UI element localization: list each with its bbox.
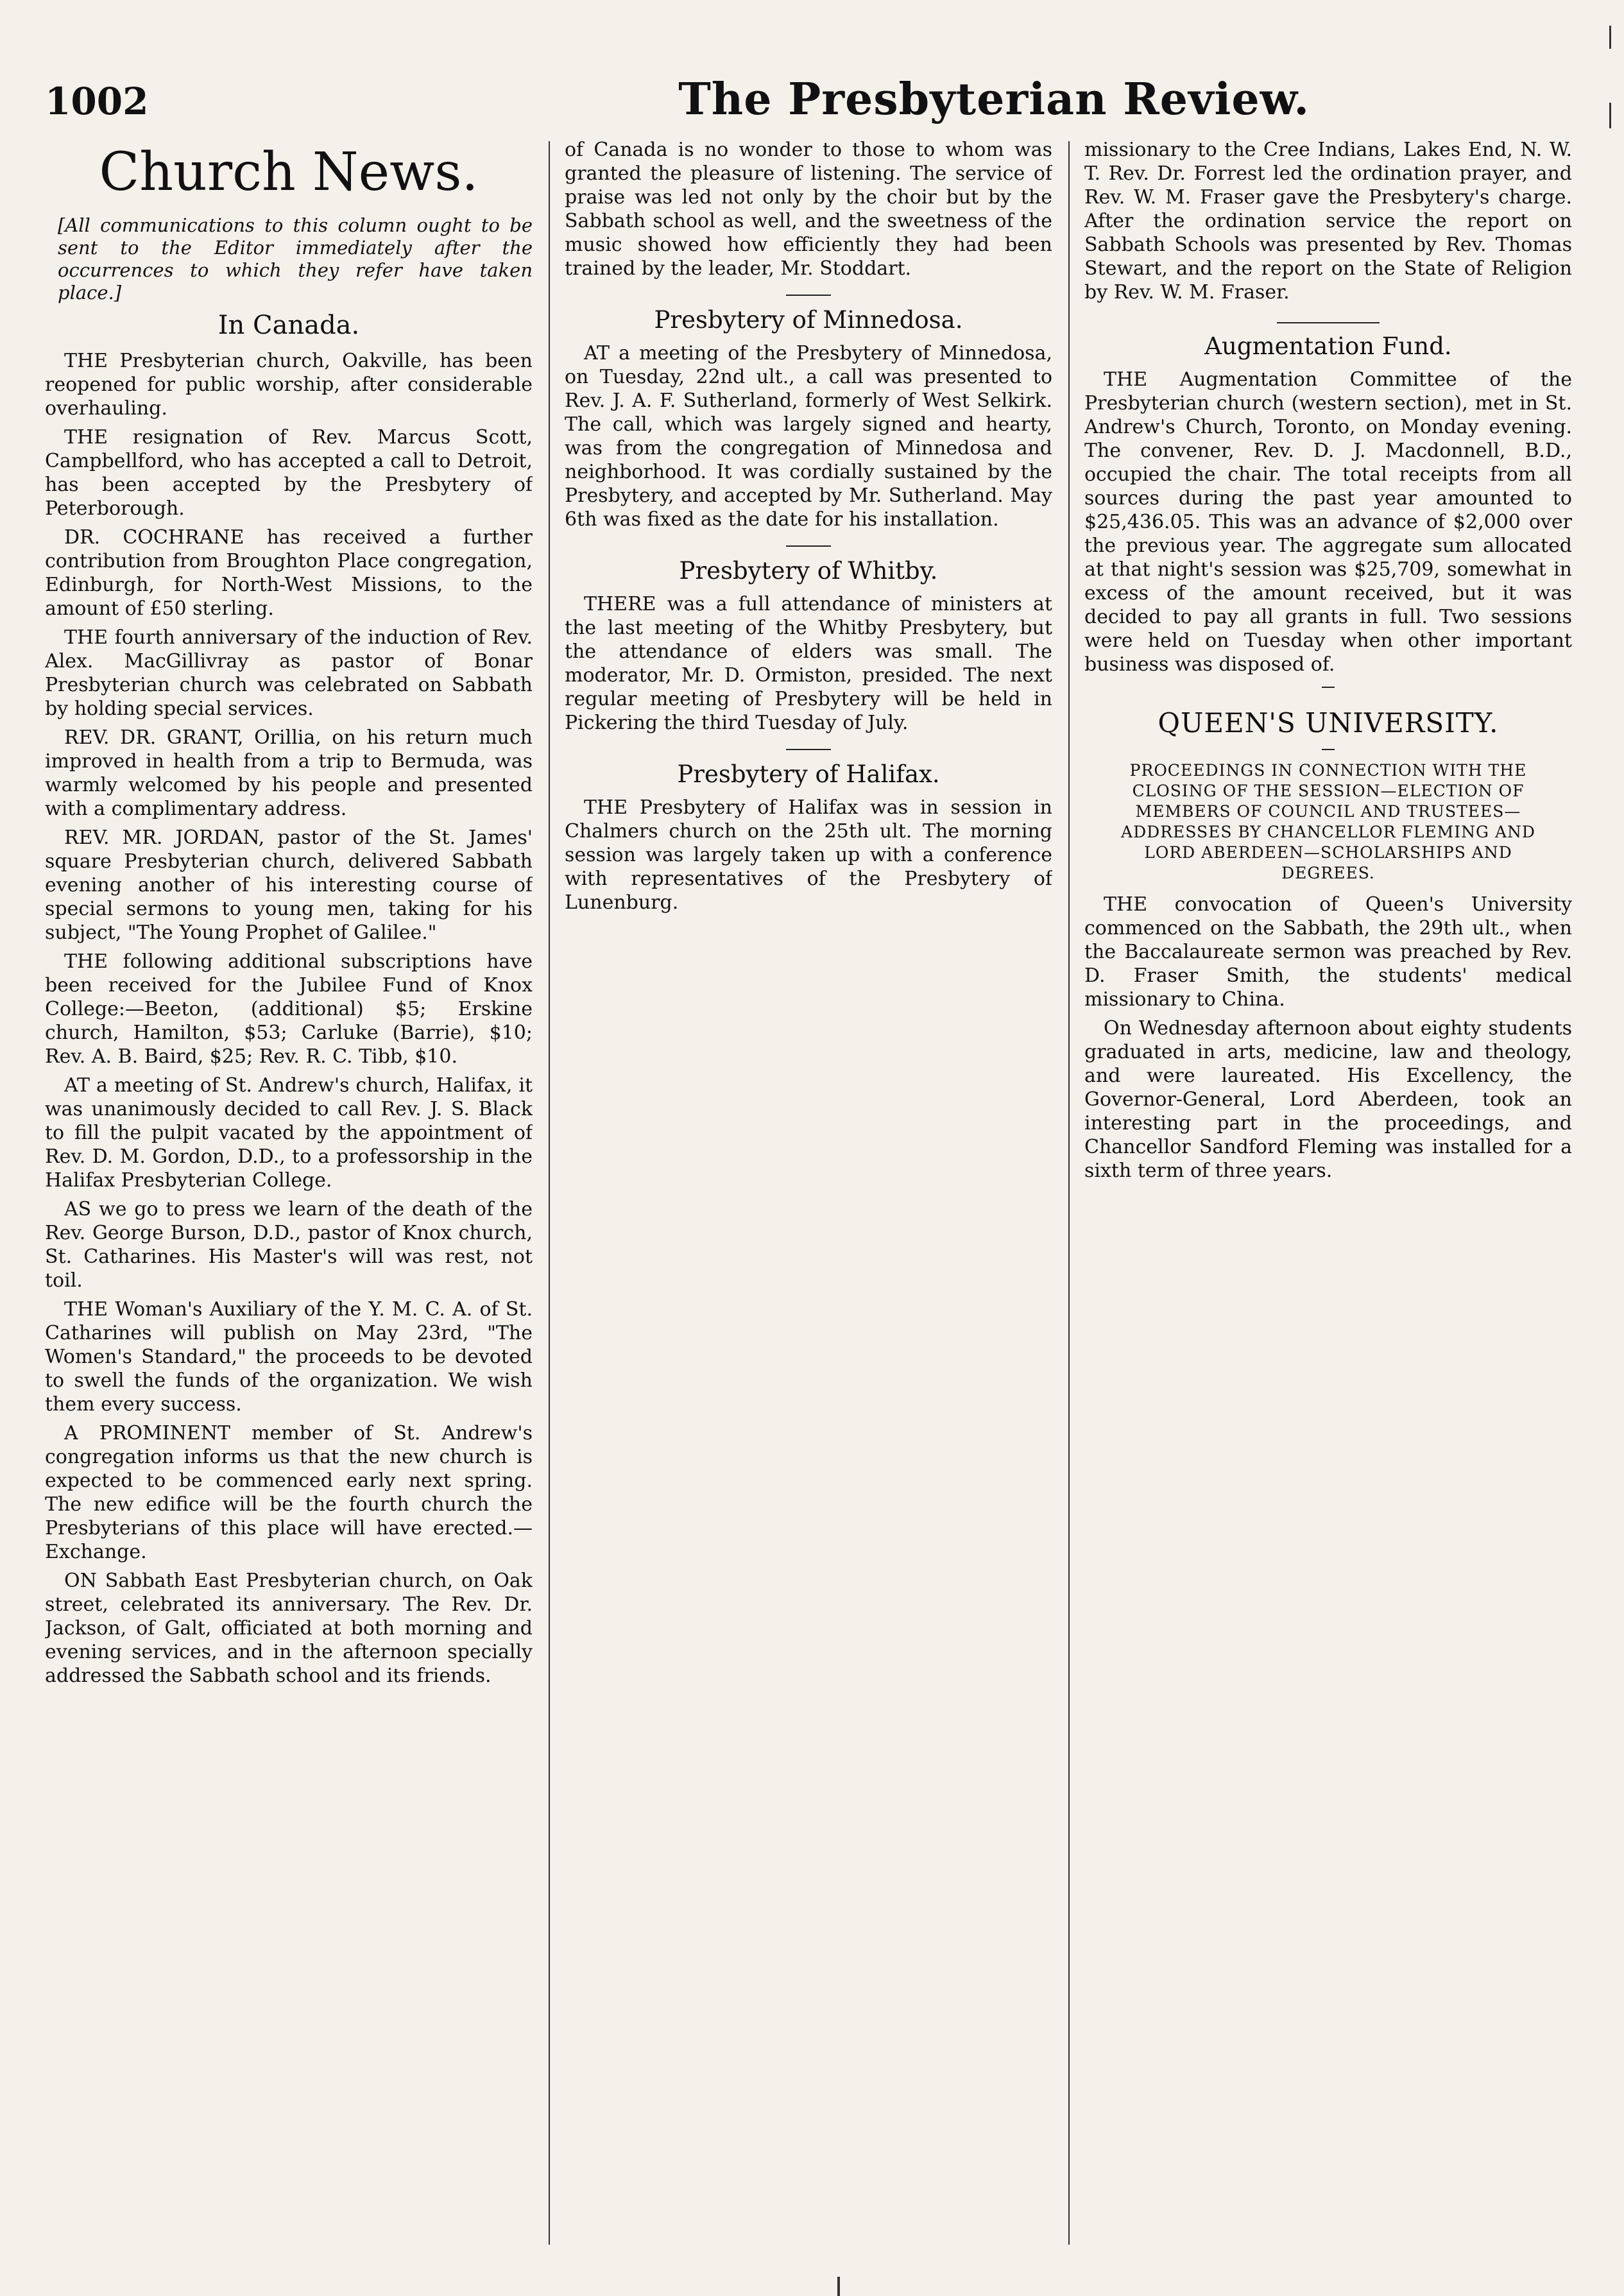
- section-subheading: In Canada.: [218, 311, 360, 340]
- news-paragraph: On Wednesday afternoon about eighty students graduated in arts, medicine, law and theology, and were laureated. His Excellency, the Governor-General, Lord Aberdeen, took an interesting part in the proceedings, and Chancellor Sandford Fleming was installed for a sixth term of three years.: [1084, 1017, 1572, 1182]
- news-paragraph: of Canada is no wonder to those to whom was granted the pleasure of listening. The service of praise was led not only by the choir but by the Sabbath school as well, and the sweetness of the music showed how efficiently they had been trained by the leader, Mr. Stoddart.: [565, 139, 1052, 280]
- news-paragraph: ON Sabbath East Presbyterian church, on Oak street, celebrated its anniversary. The Rev. Dr. Jackson, of Galt, officiated at both morning and evening services, and in the afternoon specially addressed the Sabbath school and its friends.: [45, 1570, 533, 1687]
- divider: [786, 545, 831, 547]
- divider: [1322, 749, 1335, 750]
- margin-mark: [1609, 103, 1611, 128]
- news-paragraph: REV. MR. JORDAN, pastor of the St. James' square Presbyterian church, delivered Sabbath evening another of his interesting course of special sermons to young men, taking for his subject, "The Young Prophet of Galilee.": [45, 827, 533, 944]
- news-paragraph: missionary to the Cree Indians, Lakes End, N. W. T. Rev. Dr. Forrest led the ordination prayer, and Rev. W. M. Fraser gave the Presbytery's charge. After the ordination service the report on Sabbath Schools was presented by Rev. Thomas Stewart, and the report on the State of Religion by Rev. W. M. Fraser.: [1084, 139, 1572, 304]
- news-paragraph: THE Woman's Auxiliary of the Y. M. C. A. of St. Catharines will publish on May 23rd, "The Women's Standard," the proceeds to be devoted to swell the funds of the organization. We wish them every success.: [45, 1298, 533, 1416]
- margin-mark: [837, 2277, 840, 2296]
- column-2: [565, 138, 1052, 2251]
- article-heading: Presbytery of Whitby.: [679, 557, 938, 585]
- column-3: [1084, 138, 1572, 2251]
- article-heading: Presbytery of Minnedosa.: [654, 306, 963, 334]
- news-paragraph: THE Presbytery of Halifax was in session in Chalmers church on the 25th ult. The morning session was largely taken up with a conference with representatives of the Presbytery of Lunenburg.: [565, 796, 1052, 914]
- news-paragraph: A PROMINENT member of St. Andrew's congregation informs us that the new church is expected to be commenced early next spring. The new edifice will be the fourth church the Presbyterians of this place will have erected.—Exchange.: [45, 1422, 533, 1563]
- article-heading: Presbytery of Halifax.: [677, 760, 940, 788]
- news-paragraph: DR. COCHRANE has received a further contribution from Broughton Place congregation, Edinburgh, for North-West Missions, to the amount of £50 sterling.: [45, 526, 533, 620]
- news-paragraph: AS we go to press we learn of the death of the Rev. George Burson, D.D., pastor of Knox church, St. Catharines. His Master's will was rest, not toil.: [45, 1198, 533, 1292]
- news-paragraph: THE fourth anniversary of the induction of Rev. Alex. MacGillivray as pastor of Bonar Presbyterian church was celebrated on Sabbath by holding special services.: [45, 626, 533, 720]
- journal-title: The Presbyterian Review.: [678, 74, 1310, 125]
- margin-mark: [1609, 26, 1611, 49]
- news-paragraph: THERE was a full attendance of ministers at the last meeting of the Whitby Presbytery, but the attendance of elders was small. The moderator, Mr. D. Ormiston, presided. The next regular meeting of Presbytery will be held in Pickering the third Tuesday of July.: [565, 593, 1052, 734]
- divider: [786, 295, 831, 296]
- news-paragraph: THE Augmentation Committee of the Presbyterian church (western section), met in St. Andrew's Church, Toronto, on Monday evening. The convener, Rev. D. J. Macdonnell, B.D., occupied the chair. The total receipts from all sources during the past year amounted to $25,436.05. This was an advance of $2,000 over the previous year. The aggregate sum allocated at that night's session was $25,709, somewhat in excess of the amount received, but it was decided to pay all grants in full. Two sessions were held on Tuesday when other important business was disposed of.: [1084, 368, 1572, 676]
- article-heading: QUEEN'S UNIVERSITY.: [1158, 707, 1499, 739]
- news-paragraph: AT a meeting of the Presbytery of Minnedosa, on Tuesday, 22nd ult., a call was presented to Rev. J. A. F. Sutherland, formerly of West Selkirk. The call, which was largely signed and hearty, was from the congregation of Minnedosa and neighborhood. It was cordially sustained by the Presbytery, and accepted by Mr. Sutherland. May 6th was fixed as the date for his installation.: [565, 342, 1052, 531]
- page-header: [45, 74, 1579, 128]
- column-rule: [549, 141, 550, 2245]
- divider: [1322, 687, 1335, 688]
- editorial-note: [All communications to this column ought to be sent to the Editor immediately after the occurrences to which they refer have taken place.]: [58, 214, 533, 304]
- news-paragraph: THE Presbyterian church, Oakville, has been reopened for public worship, after considerable overhauling.: [45, 350, 533, 420]
- news-paragraph: REV. DR. GRANT, Orillia, on his return much improved in health from a trip to Bermuda, was warmly welcomed by his people and presented with a complimentary address.: [45, 726, 533, 820]
- article-subheading: PROCEEDINGS IN CONNECTION WITH THE CLOSING OF THE SESSION—ELECTION OF MEMBERS OF COUNCIL AND TRUSTEES—ADDRESSES BY CHANCELLOR FLEMING AND LORD ABERDEEN—SCHOLARSHIPS AND DEGREES.: [1121, 761, 1535, 882]
- column-1: [45, 138, 533, 2251]
- news-paragraph: AT a meeting of St. Andrew's church, Halifax, it was unanimously decided to call Rev. J. S. Black to fill the pulpit vacated by the appointment of Rev. D. M. Gordon, D.D., to a professorship in the Halifax Presbyterian College.: [45, 1074, 533, 1192]
- page-number: 1002: [45, 80, 149, 123]
- article-heading: Augmentation Fund.: [1204, 332, 1452, 360]
- news-paragraph: THE resignation of Rev. Marcus Scott, Campbellford, who has accepted a call to Detroit, has been accepted by the Presbytery of Peterborough.: [45, 426, 533, 520]
- divider: [1277, 322, 1380, 323]
- column-rule: [1068, 141, 1070, 2245]
- section-heading: Church News.: [99, 142, 479, 203]
- news-paragraph: THE following additional subscriptions have been received for the Jubilee Fund of Knox College:—Beeton, (additional) $5; Erskine church, Hamilton, $53; Carluke (Barrie), $10; Rev. A. B. Baird, $25; Rev. R. C. Tibb, $10.: [45, 950, 533, 1068]
- news-paragraph: THE convocation of Queen's University commenced on the Sabbath, the 29th ult., when the Baccalaureate sermon was preached by Rev. D. Fraser Smith, the students' medical missionary to China.: [1084, 893, 1572, 1011]
- divider: [786, 749, 831, 750]
